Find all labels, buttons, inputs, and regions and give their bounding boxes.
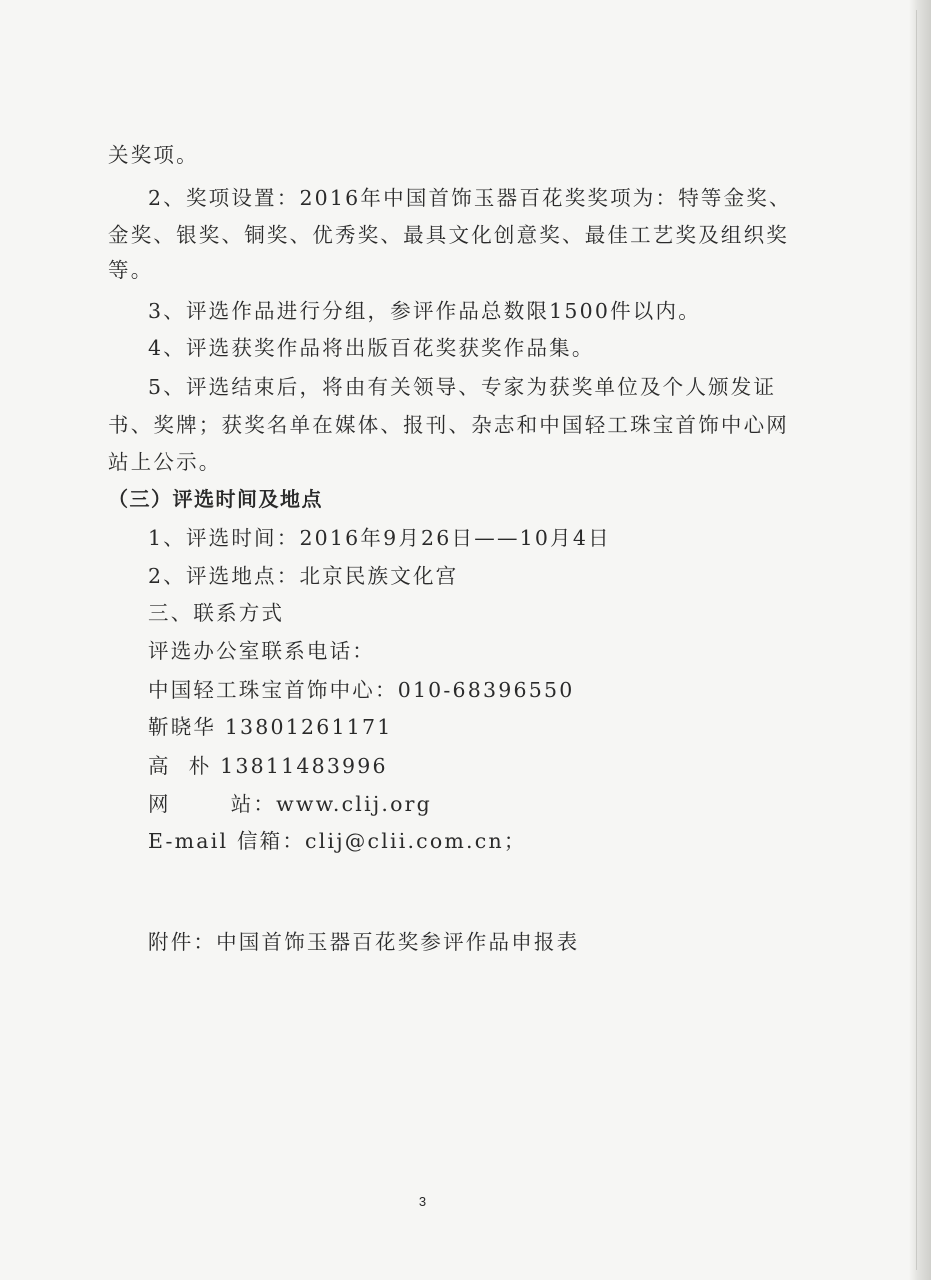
person2-surname: 高 bbox=[148, 754, 171, 778]
place-line: 2、评选地点：北京民族文化宫 bbox=[148, 564, 459, 588]
text-line-2: 2、奖项设置：2016年中国首饰玉器百花奖奖项为：特等金奖、 bbox=[148, 186, 792, 210]
text-line-3: 金奖、银奖、铜奖、优秀奖、最具文化创意奖、最佳工艺奖及组织奖 bbox=[108, 223, 789, 247]
text-line-8: 书、奖牌；获奖名单在媒体、报刊、杂志和中国轻工珠宝首饰中心网 bbox=[108, 413, 789, 437]
time-line: 1、评选时间：2016年9月26日——10月4日 bbox=[148, 526, 611, 550]
section-heading: （三）评选时间及地点 bbox=[108, 487, 323, 511]
page-number: 3 bbox=[418, 1194, 427, 1209]
website-label-2: 站：www.clij.org bbox=[230, 792, 432, 816]
text-line-5: 3、评选作品进行分组，参评作品总数限1500件以内。 bbox=[148, 299, 701, 323]
text-line-7: 5、评选结束后，将由有关领导、专家为获奖单位及个人颁发证 bbox=[148, 375, 777, 399]
text-line-6: 4、评选获奖作品将出版百花奖获奖作品集。 bbox=[148, 336, 595, 360]
person2-rest: 朴 13811483996 bbox=[188, 754, 388, 778]
office-phone-label: 评选办公室联系电话： bbox=[148, 639, 375, 663]
text-line-4: 等。 bbox=[108, 258, 154, 282]
contact-title: 三、联系方式 bbox=[148, 601, 285, 625]
page-edge-line bbox=[916, 10, 917, 1270]
center-phone-line: 中国轻工珠宝首饰中心：010-68396550 bbox=[148, 678, 575, 702]
website-label-1: 网 bbox=[148, 792, 171, 816]
attachment-line: 附件：中国首饰玉器百花奖参评作品申报表 bbox=[148, 930, 580, 954]
text-line-9: 站上公示。 bbox=[108, 450, 222, 474]
text-line-1: 关奖项。 bbox=[108, 143, 199, 167]
website-line bbox=[148, 794, 432, 815]
contact-person-1: 靳晓华 13801261171 bbox=[148, 715, 393, 739]
email-line: E-mail 信箱：clij@clii.com.cn； bbox=[148, 829, 527, 853]
contact-person-2 bbox=[148, 756, 388, 777]
page-edge-shadow bbox=[909, 0, 931, 1280]
